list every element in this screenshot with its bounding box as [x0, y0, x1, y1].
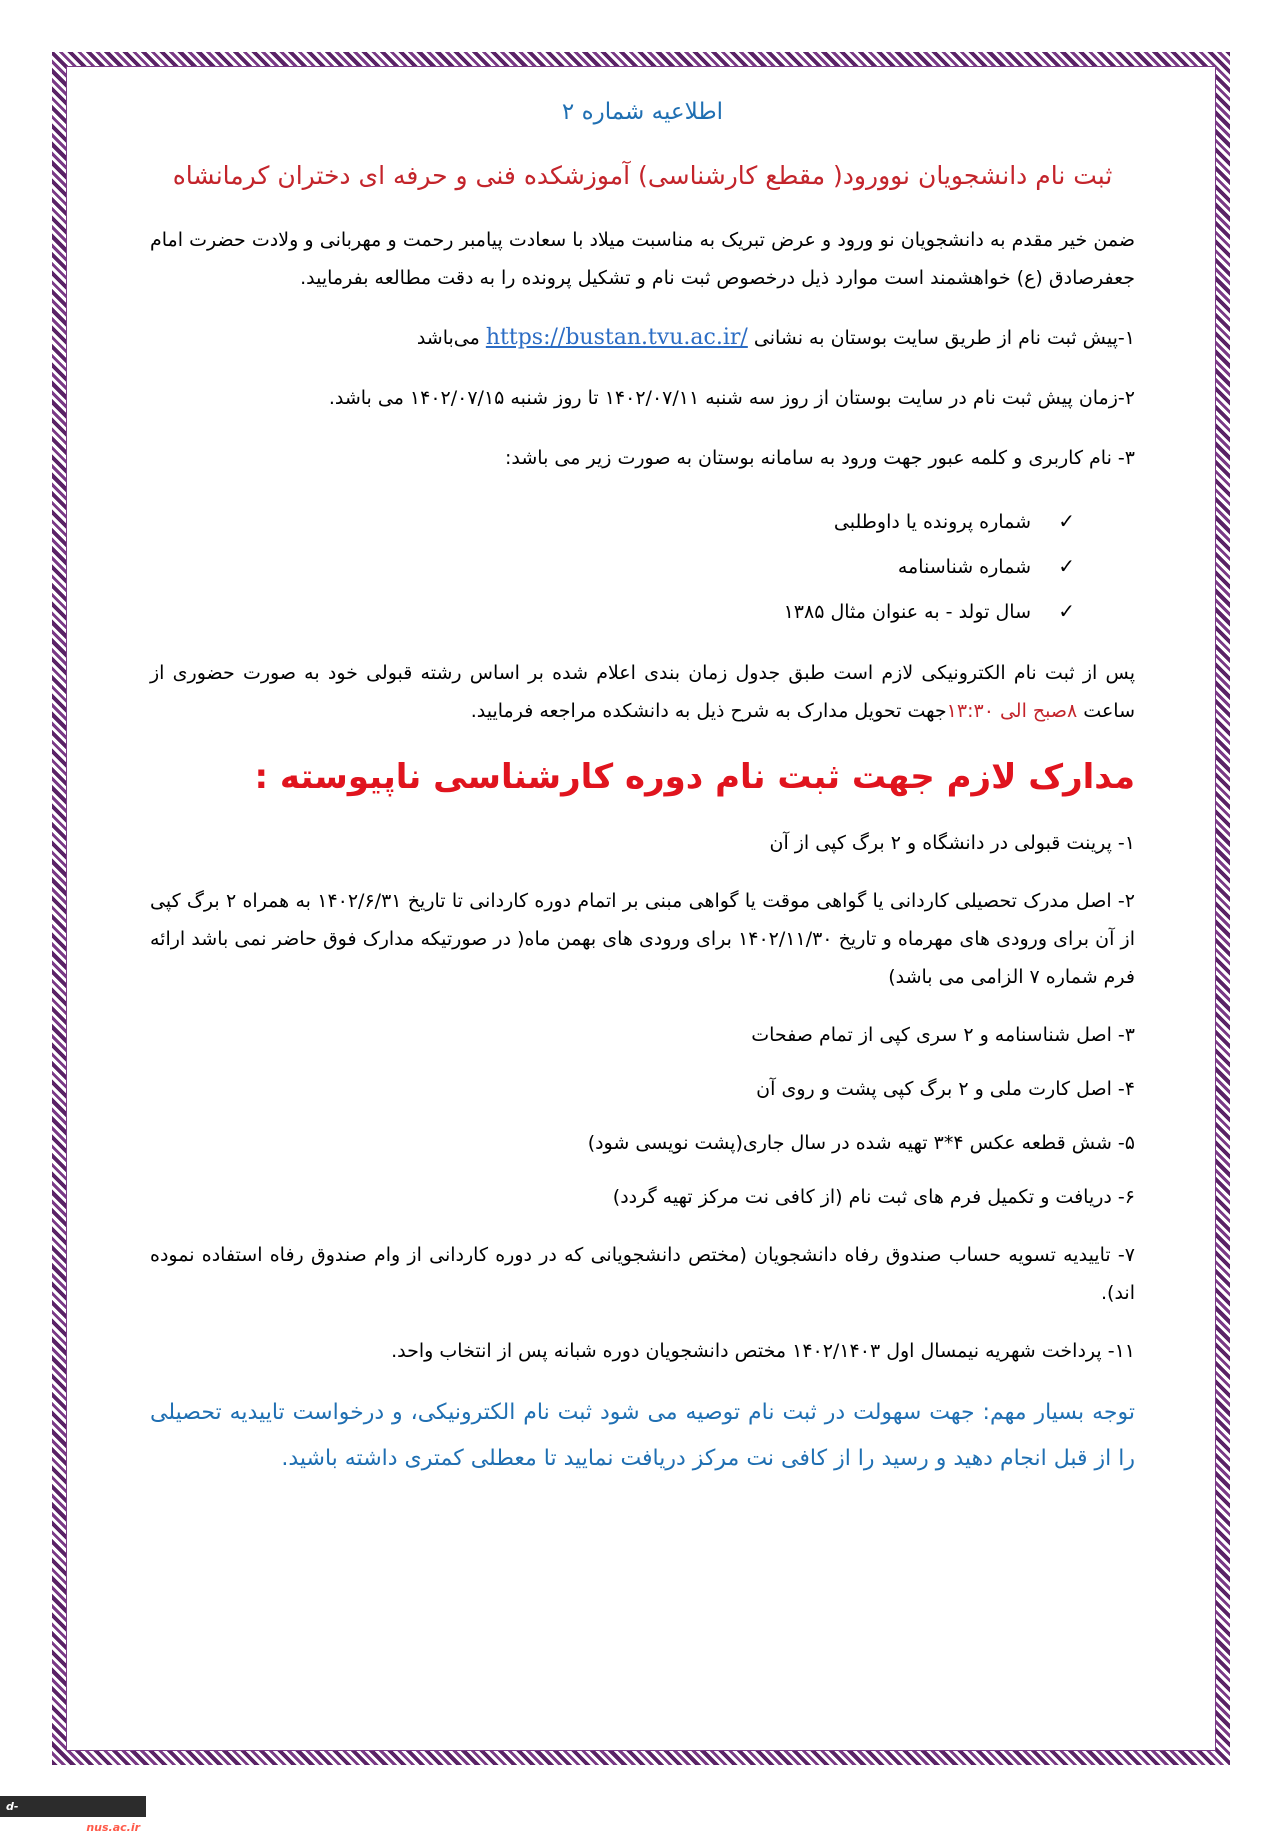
announcement-body [150, 95, 1135, 1482]
credential-label: سال تولد - به عنوان مثال ۱۳۸۵ [783, 601, 1031, 623]
list-item [150, 499, 1075, 544]
step-1 [150, 319, 1135, 357]
check-icon: ✓ [1058, 509, 1075, 533]
credential-label: شماره شناسنامه [897, 556, 1031, 578]
intro-paragraph: ضمن خیر مقدم به دانشجویان نو ورود و عرض تبریک به مناسبت میلاد با سعادت پیامبر رحمت و مهربانی و ولادت حضرت امام جعفرصادق (ع) خواهشمند است موارد ذیل درخصوص ثبت نام و تشکیل پرونده را به دقت مطالعه بفرمایید. [150, 229, 1135, 289]
watermark-prefix: d-kermanshah. [6, 1800, 87, 1834]
document-item: ۷- تاییدیه تسویه حساب صندوق رفاه دانشجویان (مختص دانشجویانی که در دوره کاردانی از وام صندوق رفاه استفاده نموده اند). [150, 1244, 1135, 1304]
step-1-text: ۱-پیش ثبت نام از طریق سایت بوستان به نشانی [753, 327, 1135, 349]
document-item: ۵- شش قطعه عکس ۴*۳ تهیه شده در سال جاری(پشت نویسی شود) [587, 1132, 1135, 1154]
check-icon: ✓ [1058, 554, 1075, 578]
announcement-subtitle: ثبت نام دانشجویان نوورود( مقطع کارشناسی) آموزشکده فنی و حرفه ای دختران کرمانشاه [172, 161, 1113, 190]
document-item: ۱- پرینت قبولی در دانشگاه و ۲ برگ کپی از آن [769, 832, 1135, 854]
site-watermark [0, 1796, 146, 1834]
credentials-list [150, 499, 1075, 634]
list-item [150, 589, 1075, 634]
office-hours: ۸صبح الی ۱۳:۳۰ [946, 700, 1078, 722]
document-item: ۶- دریافت و تکمیل فرم های ثبت نام (از کافی نت مرکز تهیه گردد) [612, 1186, 1135, 1208]
important-note: توجه بسیار مهم: جهت سهولت در ثبت نام توصیه می شود ثبت نام الکترونیکی، و درخواست تاییدیه تحصیلی را از قبل انجام دهید و رسید را از کافی نت مرکز دریافت نمایید تا معطلی کمتری داشته باشید. [150, 1400, 1135, 1471]
check-icon: ✓ [1058, 599, 1075, 623]
after-text-1: پس از ثبت نام الکترونیکی لازم است طبق جدول زمان بندی اعلام شده بر اساس رشته قبولی خود به صورت حضوری از ساعت [150, 662, 1135, 722]
document-item: ۲- اصل مدرک تحصیلی کاردانی یا گواهی موقت یا گواهی مبنی بر اتمام دوره کاردانی تا تاریخ ۱۴۰۲/۶/۳۱ به همراه ۲ برگ کپی از آن برای ورودی های مهرماه و تاریخ ۱۴۰۲/۱۱/۳۰ برای ورودی های بهمن ماه( در صورتیکه مدارک فوق حاضر نمی باشد ارائه فرم شماره ۷ الزامی می باشد) [150, 890, 1135, 988]
watermark-url: nus.ac.ir [86, 1821, 141, 1834]
step-2: ۲-زمان پیش ثبت نام در سایت بوستان از روز سه شنبه ۱۴۰۲/۰۷/۱۱ تا روز شنبه ۱۴۰۲/۰۷/۱۵ می باشد. [328, 387, 1135, 409]
announcement-title: اطلاعیه شماره ۲ [561, 99, 724, 125]
bustan-link[interactable]: https://bustan.tvu.ac.ir/ [485, 325, 748, 350]
after-text-2: جهت تحویل مدارک به شرح ذیل به دانشکده مراجعه فرمایید. [470, 700, 947, 722]
required-documents-heading: مدارک لازم جهت ثبت نام دوره کارشناسی ناپیوسته : [254, 757, 1135, 797]
step-3: ۳- نام کاربری و کلمه عبور جهت ورود به سامانه بوستان به صورت زیر می باشد: [505, 447, 1135, 469]
credential-label: شماره پرونده یا داوطلبی [833, 511, 1031, 533]
step-1-suffix: می‌باشد [416, 327, 480, 349]
document-item: ۴- اصل کارت ملی و ۲ برگ کپی پشت و روی آن [756, 1078, 1135, 1100]
after-registration-paragraph [150, 654, 1135, 730]
list-item [150, 544, 1075, 589]
document-item: ۳- اصل شناسنامه و ۲ سری کپی از تمام صفحات [751, 1024, 1135, 1046]
document-item: ۱۱- پرداخت شهریه نیمسال اول ۱۴۰۲/۱۴۰۳ مختص دانشجویان دوره شبانه پس از انتخاب واحد. [391, 1340, 1135, 1362]
